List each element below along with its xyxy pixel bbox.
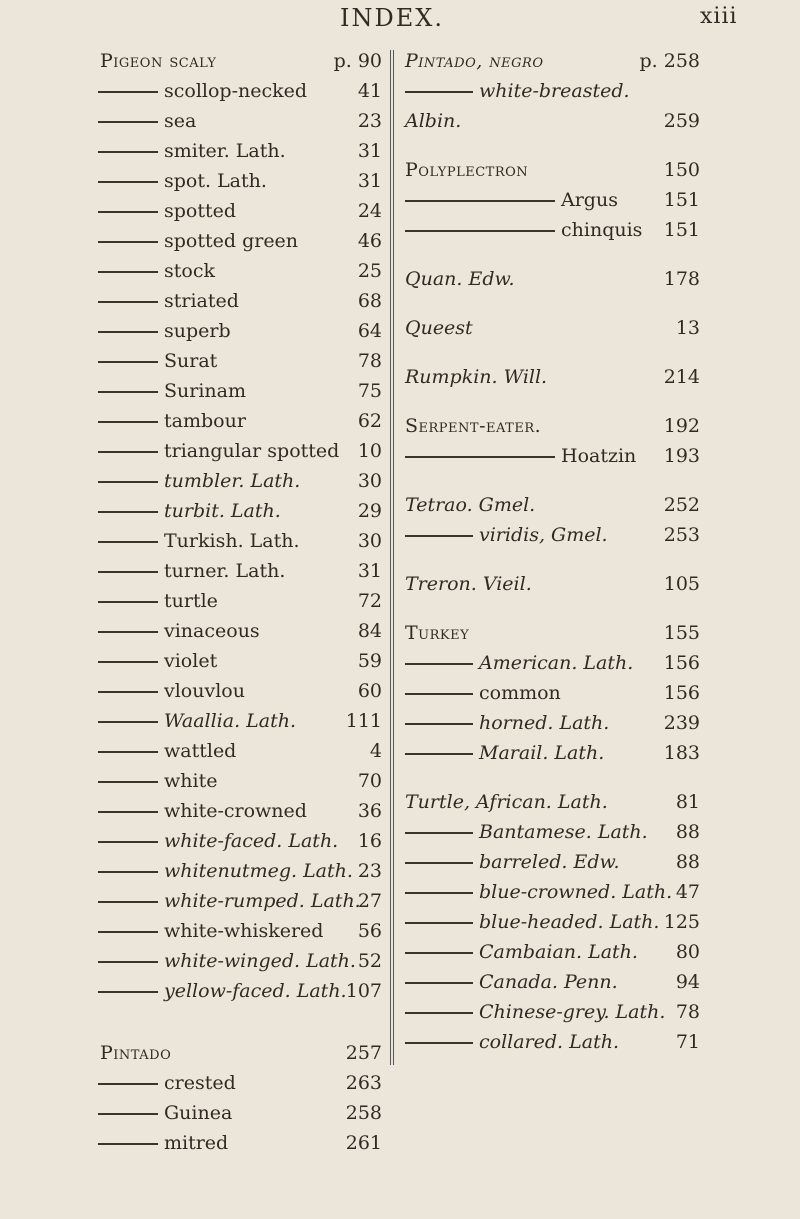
entry-page-number: 31 — [357, 140, 382, 162]
entry-term: spotted green — [164, 230, 299, 252]
entry-page-number: 24 — [357, 200, 382, 222]
ditto-rule — [98, 271, 158, 273]
index-entry — [100, 736, 382, 766]
entry-page-number: 239 — [663, 712, 700, 734]
index-column-left — [100, 46, 382, 1158]
entry-term: common — [479, 682, 561, 704]
entry-gap — [405, 392, 700, 411]
index-entry — [100, 286, 382, 316]
index-entry — [405, 787, 700, 817]
ditto-rule — [405, 982, 473, 984]
index-entry — [405, 520, 700, 550]
entry-term: viridis, Gmel. — [479, 524, 608, 546]
entry-page-number: 84 — [357, 620, 382, 642]
index-entry — [100, 346, 382, 376]
entry-page-number: 71 — [675, 1031, 700, 1053]
ditto-rule — [98, 211, 158, 213]
entry-page-number: 29 — [357, 500, 382, 522]
index-entry — [100, 46, 382, 76]
ditto-rule — [98, 1143, 158, 1145]
entry-page-number: 23 — [357, 860, 382, 882]
ditto-rule — [98, 751, 158, 753]
index-entry — [100, 316, 382, 346]
index-entry — [405, 817, 700, 847]
ditto-rule — [405, 456, 555, 458]
index-entry — [100, 76, 382, 106]
entry-term: whitenutmeg. Lath. — [164, 860, 353, 882]
index-entry — [100, 916, 382, 946]
index-entry — [100, 256, 382, 286]
entry-page-number: 78 — [357, 350, 382, 372]
ditto-rule — [98, 961, 158, 963]
column-divider — [393, 50, 394, 1065]
ditto-rule — [405, 832, 473, 834]
entry-page-number: 31 — [357, 170, 382, 192]
entry-page-number: 192 — [663, 415, 700, 437]
entry-gap — [405, 136, 700, 155]
entry-gap — [405, 343, 700, 362]
ditto-rule — [98, 151, 158, 153]
entry-term: wattled — [164, 740, 237, 762]
index-column-right — [405, 46, 700, 1057]
index-entry — [100, 436, 382, 466]
entry-term: Argus — [561, 189, 618, 211]
entry-term: white-breasted. — [479, 80, 630, 102]
entry-term: stock — [164, 260, 215, 282]
ditto-rule — [98, 571, 158, 573]
entry-gap — [405, 245, 700, 264]
index-entry — [405, 185, 700, 215]
ditto-rule — [98, 451, 158, 453]
entry-term: striated — [164, 290, 239, 312]
entry-page-number: 56 — [357, 920, 382, 942]
ditto-rule — [98, 541, 158, 543]
index-entry — [100, 466, 382, 496]
entry-gap — [405, 294, 700, 313]
entry-term: tambour — [164, 410, 246, 432]
entry-page-number: 70 — [357, 770, 382, 792]
entry-page-number: 64 — [357, 320, 382, 342]
index-entry — [405, 847, 700, 877]
index-entry — [100, 556, 382, 586]
entry-page-number: 105 — [663, 573, 700, 595]
entry-term: superb — [164, 320, 231, 342]
ditto-rule — [98, 241, 158, 243]
entry-term: chinquis — [561, 219, 643, 241]
entry-page-number: 151 — [663, 189, 700, 211]
index-entry — [100, 136, 382, 166]
index-entry — [100, 226, 382, 256]
entry-page-number: 52 — [357, 950, 382, 972]
index-entry — [100, 856, 382, 886]
ditto-rule — [98, 391, 158, 393]
index-entry — [100, 1098, 382, 1128]
entry-page-number: 261 — [345, 1132, 382, 1154]
index-entry — [100, 616, 382, 646]
ditto-rule — [98, 901, 158, 903]
ditto-rule — [98, 331, 158, 333]
index-entry — [100, 766, 382, 796]
entry-term: American. Lath. — [479, 652, 634, 674]
entry-term: Guinea — [164, 1102, 233, 1124]
ditto-rule — [405, 862, 473, 864]
entry-page-number: 88 — [675, 821, 700, 843]
index-entry — [405, 648, 700, 678]
ditto-rule — [98, 871, 158, 873]
index-entry — [100, 946, 382, 976]
ditto-rule — [98, 421, 158, 423]
ditto-rule — [98, 631, 158, 633]
index-entry — [405, 106, 700, 136]
ditto-rule — [98, 91, 158, 93]
index-entry — [100, 646, 382, 676]
entry-page-number: 107 — [345, 980, 382, 1002]
entry-page-number: 81 — [675, 791, 700, 813]
ditto-rule — [405, 723, 473, 725]
index-entry — [405, 708, 700, 738]
entry-term: Turtle, African. Lath. — [405, 791, 608, 813]
index-entry — [100, 376, 382, 406]
entry-term: tumbler. Lath. — [164, 470, 301, 492]
entry-term: Hoatzin — [561, 445, 637, 467]
entry-page-number: 258 — [345, 1102, 382, 1124]
entry-term: barreled. Edw. — [479, 851, 620, 873]
index-entry — [405, 155, 700, 185]
entry-page-number: 155 — [663, 622, 700, 644]
index-entry — [100, 166, 382, 196]
entry-page-number: 4 — [369, 740, 382, 762]
entry-term: vinaceous — [164, 620, 260, 642]
entry-page-number: 183 — [663, 742, 700, 764]
index-entry — [100, 676, 382, 706]
ditto-rule — [98, 601, 158, 603]
page-number: xiii — [700, 4, 738, 29]
entry-term: Tetrao. Gmel. — [405, 494, 536, 516]
index-entry — [405, 1027, 700, 1057]
entry-term: white-rumped. Lath. — [164, 890, 361, 912]
entry-page-number: 23 — [357, 110, 382, 132]
entry-page-number: 30 — [357, 470, 382, 492]
entry-term: Surinam — [164, 380, 246, 402]
entry-page-number: 27 — [357, 890, 382, 912]
entry-page-number: 259 — [663, 110, 700, 132]
entry-term: Waallia. Lath. — [164, 710, 297, 732]
entry-page-number: 78 — [675, 1001, 700, 1023]
page-title: INDEX. — [340, 4, 444, 32]
ditto-rule — [405, 952, 473, 954]
entry-term: white-faced. Lath. — [164, 830, 339, 852]
entry-term: Turkey — [405, 622, 470, 644]
entry-term: yellow-faced. Lath. — [164, 980, 347, 1002]
entry-term: blue-crowned. Lath. — [479, 881, 673, 903]
entry-page-number: 59 — [357, 650, 382, 672]
entry-term: collared. Lath. — [479, 1031, 619, 1053]
entry-page-number: p. 258 — [639, 50, 700, 72]
index-entry — [100, 796, 382, 826]
entry-term: white-crowned — [164, 800, 307, 822]
entry-term: Albin. — [405, 110, 462, 132]
ditto-rule — [405, 91, 473, 93]
ditto-rule — [98, 301, 158, 303]
entry-term: blue-headed. Lath. — [479, 911, 660, 933]
entry-page-number: 88 — [675, 851, 700, 873]
entry-term: Treron. Vieil. — [405, 573, 532, 595]
entry-term: Marail. Lath. — [479, 742, 605, 764]
index-entry — [100, 886, 382, 916]
entry-term: crested — [164, 1072, 236, 1094]
index-entry — [405, 362, 700, 392]
index-entry — [405, 490, 700, 520]
index-entry — [405, 264, 700, 294]
ditto-rule — [98, 721, 158, 723]
page-header — [0, 4, 800, 44]
ditto-rule — [98, 661, 158, 663]
index-entry — [100, 976, 382, 1006]
ditto-rule — [98, 931, 158, 933]
ditto-rule — [405, 693, 473, 695]
entry-term: Bantamese. Lath. — [479, 821, 648, 843]
ditto-rule — [405, 230, 555, 232]
entry-page-number: 111 — [345, 710, 382, 732]
index-entry — [405, 313, 700, 343]
ditto-rule — [98, 781, 158, 783]
entry-page-number: 46 — [357, 230, 382, 252]
entry-page-number: 47 — [675, 881, 700, 903]
entry-term: sea — [164, 110, 197, 132]
entry-term: spotted — [164, 200, 237, 222]
ditto-rule — [405, 1012, 473, 1014]
entry-gap — [405, 768, 700, 787]
entry-term: Pintado — [100, 1042, 172, 1064]
ditto-rule — [405, 200, 555, 202]
ditto-rule — [98, 1113, 158, 1115]
entry-gap — [405, 471, 700, 490]
entry-term: triangular spotted — [164, 440, 340, 462]
index-entry — [100, 106, 382, 136]
index-entry — [100, 706, 382, 736]
entry-term: Surat — [164, 350, 218, 372]
entry-page-number: 36 — [357, 800, 382, 822]
index-entry — [405, 907, 700, 937]
ditto-rule — [405, 892, 473, 894]
entry-term: Pigeon scaly — [100, 50, 217, 72]
ditto-rule — [405, 663, 473, 665]
entry-page-number: 151 — [663, 219, 700, 241]
entry-page-number: 156 — [663, 682, 700, 704]
entry-page-number: 62 — [357, 410, 382, 432]
entry-term: Quan. Edw. — [405, 268, 515, 290]
entry-term: turtle — [164, 590, 218, 612]
entry-term: scollop-necked — [164, 80, 308, 102]
index-entry — [100, 1128, 382, 1158]
entry-gap — [405, 550, 700, 569]
ditto-rule — [98, 511, 158, 513]
entry-page-number: 10 — [357, 440, 382, 462]
entry-term: white-winged. Lath. — [164, 950, 356, 972]
entry-term: Canada. Penn. — [479, 971, 618, 993]
entry-page-number: 31 — [357, 560, 382, 582]
entry-page-number: 41 — [357, 80, 382, 102]
index-entry — [405, 967, 700, 997]
ditto-rule — [98, 691, 158, 693]
ditto-rule — [98, 481, 158, 483]
entry-page-number: 30 — [357, 530, 382, 552]
entry-gap — [100, 1006, 382, 1038]
entry-page-number: 253 — [663, 524, 700, 546]
entry-term: turbit. Lath. — [164, 500, 281, 522]
entry-term: Cambaian. Lath. — [479, 941, 638, 963]
index-entry — [405, 937, 700, 967]
index-entry — [100, 586, 382, 616]
entry-gap — [405, 599, 700, 618]
ditto-rule — [405, 922, 473, 924]
entry-term: Queest — [405, 317, 473, 339]
entry-term: turner. Lath. — [164, 560, 286, 582]
ditto-rule — [405, 1042, 473, 1044]
entry-page-number: 150 — [663, 159, 700, 181]
entry-page-number: 214 — [663, 366, 700, 388]
ditto-rule — [98, 991, 158, 993]
entry-term: Pintado, negro — [405, 50, 544, 72]
ditto-rule — [98, 121, 158, 123]
index-entry — [405, 46, 700, 76]
ditto-rule — [405, 753, 473, 755]
index-entry — [405, 569, 700, 599]
entry-page-number: 125 — [663, 911, 700, 933]
entry-term: white — [164, 770, 218, 792]
entry-page-number: 16 — [357, 830, 382, 852]
entry-term: violet — [164, 650, 218, 672]
index-entry — [405, 997, 700, 1027]
index-entry — [100, 526, 382, 556]
ditto-rule — [98, 181, 158, 183]
entry-term: Serpent-eater. — [405, 415, 542, 437]
index-entry — [100, 1068, 382, 1098]
index-entry — [405, 215, 700, 245]
entry-term: vlouvlou — [164, 680, 245, 702]
index-entry — [405, 678, 700, 708]
entry-page-number: 257 — [345, 1042, 382, 1064]
entry-term: horned. Lath. — [479, 712, 610, 734]
entry-term: white-whiskered — [164, 920, 324, 942]
entry-page-number: p. 90 — [333, 50, 382, 72]
entry-term: Chinese-grey. Lath. — [479, 1001, 666, 1023]
entry-term: Polyplectron — [405, 159, 529, 181]
index-entry — [405, 877, 700, 907]
entry-page-number: 80 — [675, 941, 700, 963]
ditto-rule — [405, 535, 473, 537]
entry-term: spot. Lath. — [164, 170, 267, 192]
index-entry — [405, 411, 700, 441]
index-entry — [405, 441, 700, 471]
entry-term: Turkish. Lath. — [164, 530, 300, 552]
index-entry — [100, 496, 382, 526]
entry-term: Rumpkin. Will. — [405, 366, 548, 388]
entry-page-number: 156 — [663, 652, 700, 674]
entry-page-number: 60 — [357, 680, 382, 702]
entry-page-number: 13 — [675, 317, 700, 339]
entry-page-number: 178 — [663, 268, 700, 290]
ditto-rule — [98, 1083, 158, 1085]
column-divider — [390, 50, 391, 1065]
entry-page-number: 193 — [663, 445, 700, 467]
ditto-rule — [98, 361, 158, 363]
entry-page-number: 75 — [357, 380, 382, 402]
ditto-rule — [98, 841, 158, 843]
entry-page-number: 25 — [357, 260, 382, 282]
index-entry — [100, 826, 382, 856]
entry-term: smiter. Lath. — [164, 140, 286, 162]
entry-page-number: 252 — [663, 494, 700, 516]
index-entry — [405, 76, 700, 106]
index-entry — [405, 618, 700, 648]
ditto-rule — [98, 811, 158, 813]
entry-page-number: 94 — [675, 971, 700, 993]
entry-page-number: 72 — [357, 590, 382, 612]
entry-page-number: 68 — [357, 290, 382, 312]
index-entry — [100, 406, 382, 436]
index-entry — [100, 1038, 382, 1068]
entry-page-number: 263 — [345, 1072, 382, 1094]
entry-term: mitred — [164, 1132, 229, 1154]
index-entry — [405, 738, 700, 768]
index-entry — [100, 196, 382, 226]
